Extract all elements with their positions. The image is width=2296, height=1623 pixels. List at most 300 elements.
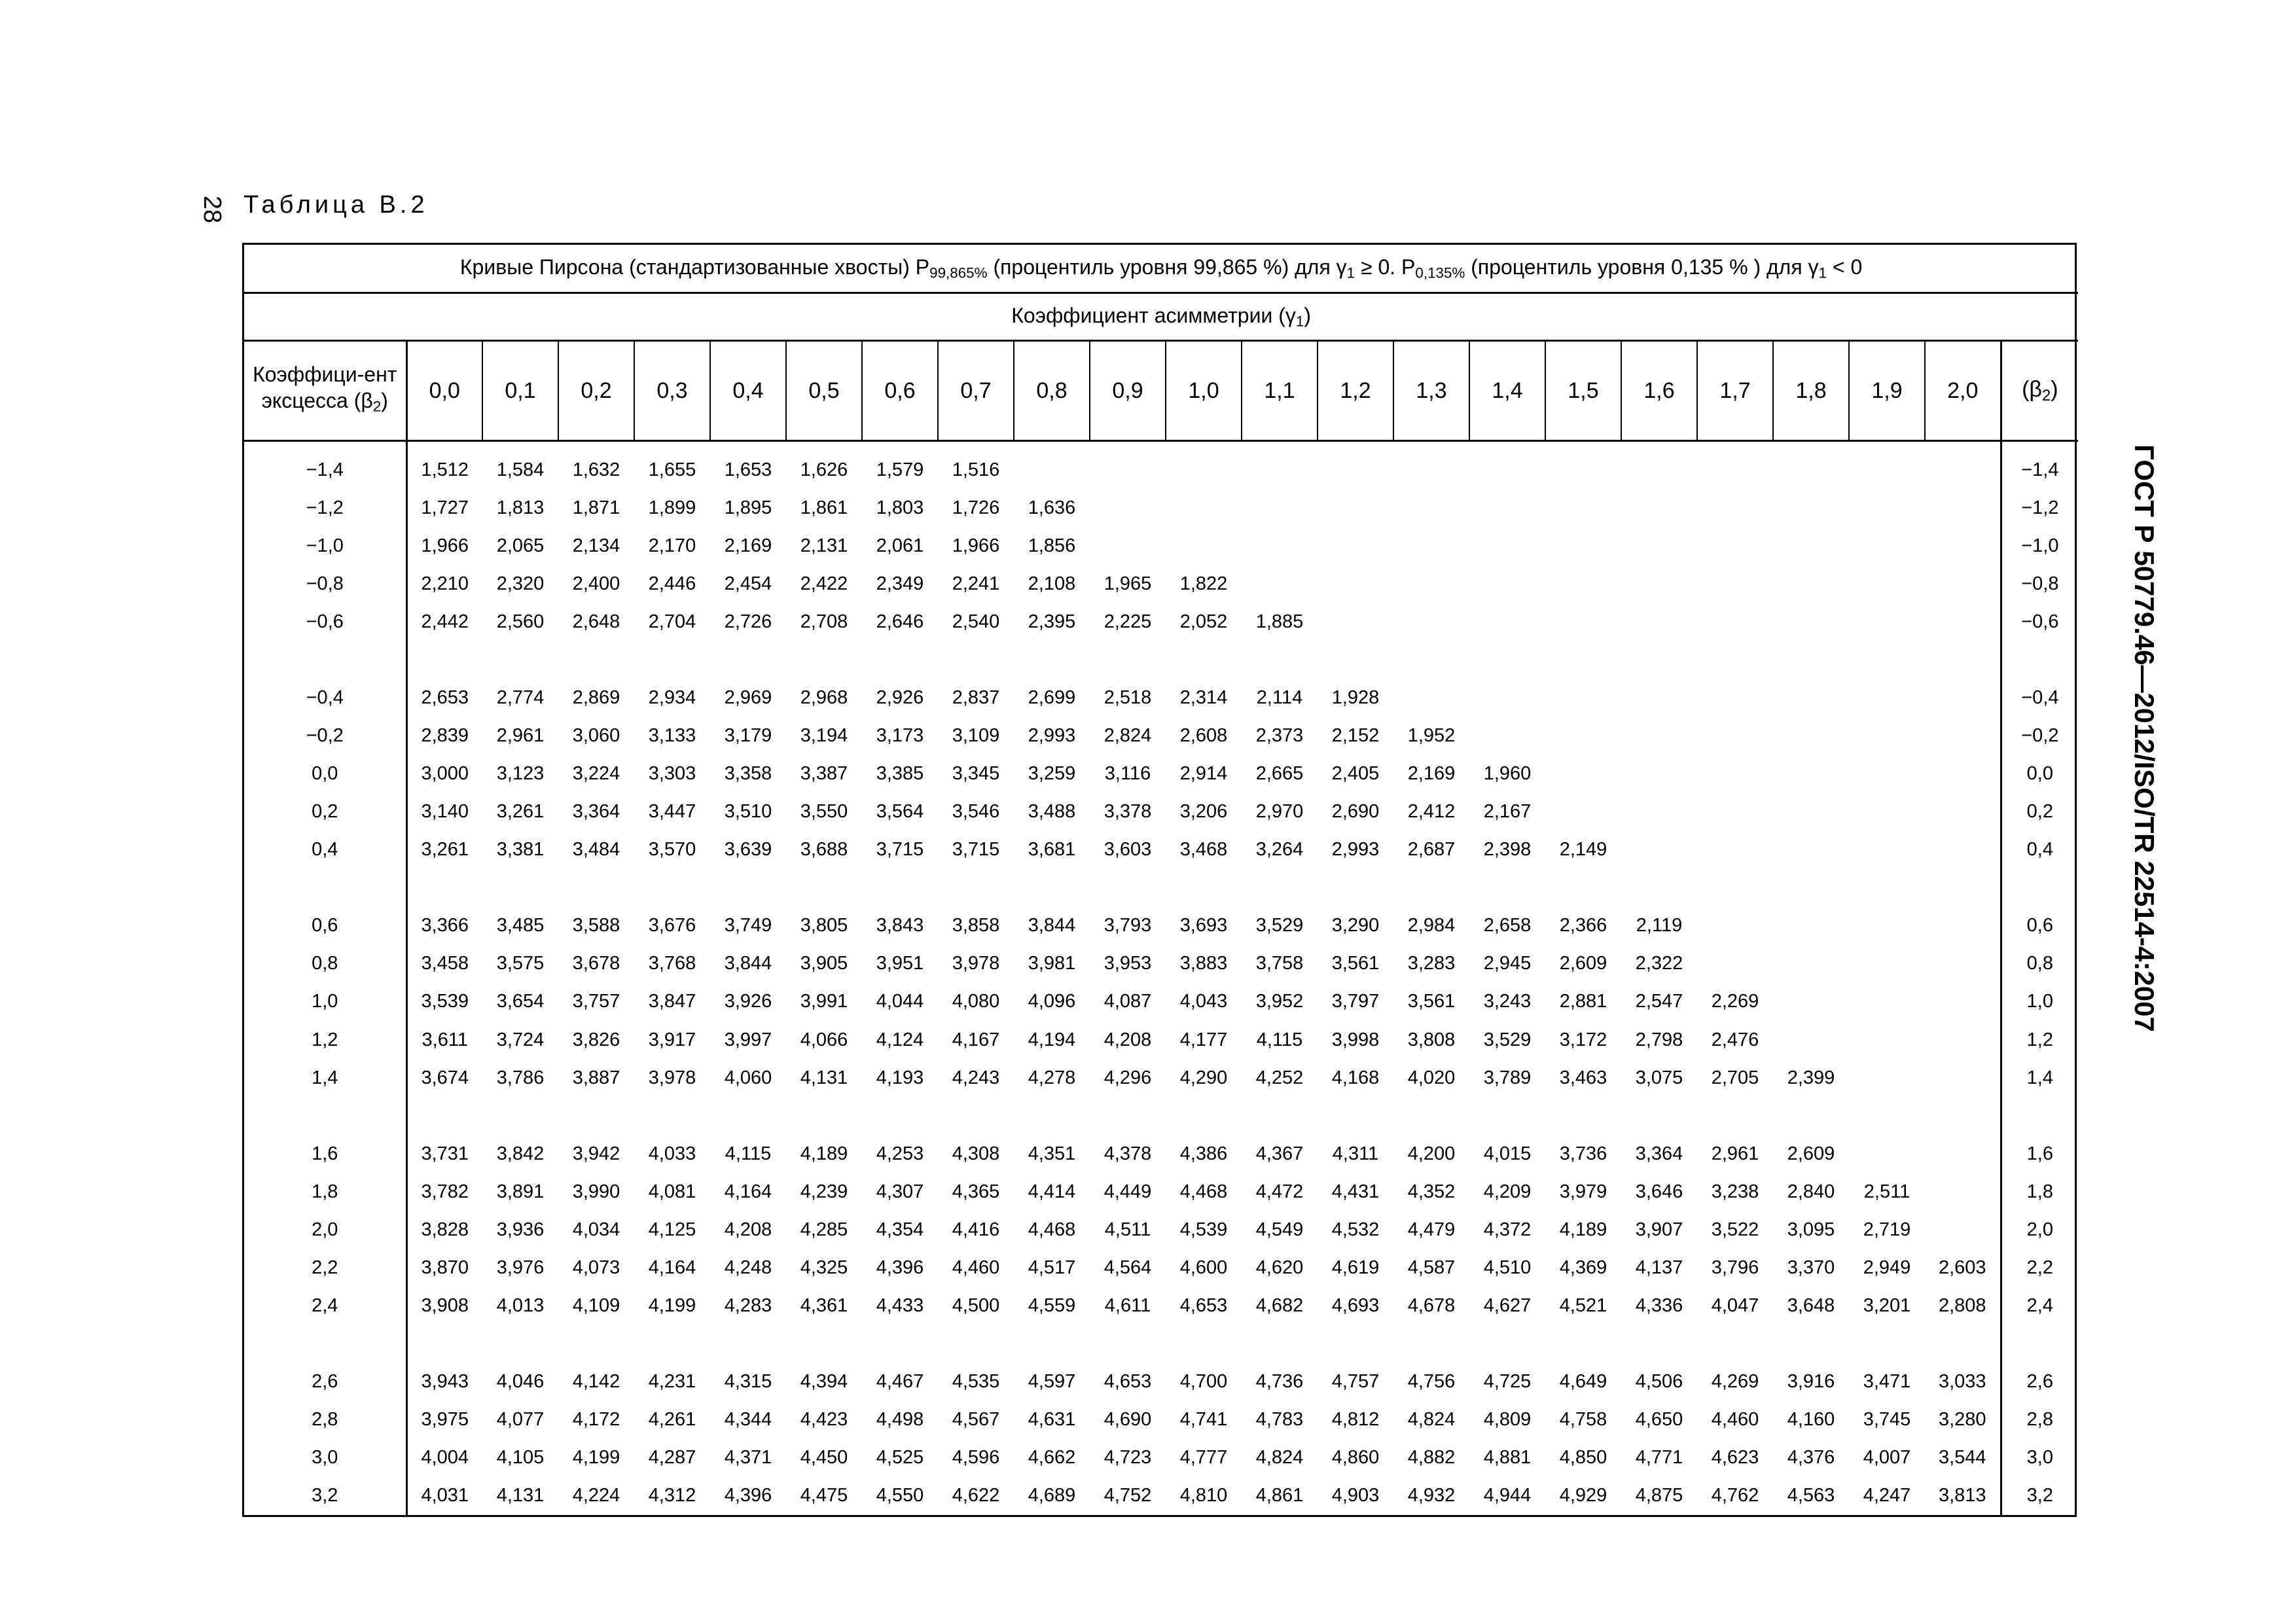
table-cell: 2,968 xyxy=(800,687,848,709)
table-cell: 3,522 xyxy=(1711,1219,1759,1240)
table-cell: 2,269 xyxy=(1711,991,1759,1012)
table-cell: 3,194 xyxy=(800,725,848,747)
table-cell: 4,177 xyxy=(1179,1029,1228,1050)
table-cell: 3,990 xyxy=(572,1181,620,1202)
skewness-column-header: 0,0 xyxy=(406,341,482,441)
kurtosis-value: 3,2 xyxy=(244,1477,406,1515)
table-cell: 3,870 xyxy=(421,1257,469,1278)
kurtosis-value-right: 0,8 xyxy=(2001,945,2078,983)
skewness-header: Коэффициент асимметрии $(\gamma_1)$ xyxy=(244,293,2078,341)
kurtosis-value: 1,6 xyxy=(244,1135,406,1173)
table-cell: 2,881 xyxy=(1559,991,1607,1012)
table-cell xyxy=(1697,717,1773,755)
table-row xyxy=(244,1059,2078,1097)
table-cell xyxy=(1773,441,1849,490)
table-cell: 3,290 xyxy=(1331,915,1380,936)
table-cell: 2,774 xyxy=(496,687,545,709)
table-cell: 4,367 xyxy=(1255,1143,1304,1164)
table-cell: 3,387 xyxy=(800,763,848,785)
table-cell: 2,704 xyxy=(648,611,696,632)
table-cell: 2,322 xyxy=(1635,953,1683,974)
table-cell: 2,609 xyxy=(1559,953,1607,974)
table-cell: 2,993 xyxy=(1028,725,1076,747)
table-cell: 4,812 xyxy=(1331,1408,1380,1430)
table-cell xyxy=(1849,679,1925,717)
table-cell: 2,914 xyxy=(1179,763,1228,785)
skewness-column-header: 1,4 xyxy=(1469,341,1545,441)
table-cell xyxy=(1925,1059,2001,1097)
table-cell: 3,844 xyxy=(1028,915,1076,936)
table-cell: 2,170 xyxy=(648,535,696,556)
table-cell: 1,899 xyxy=(648,497,696,518)
table-cell: 3,458 xyxy=(421,953,469,974)
table-cell: 4,066 xyxy=(800,1029,848,1050)
table-cell: 3,095 xyxy=(1787,1219,1835,1240)
table-cell: 3,381 xyxy=(496,839,545,861)
table-cell: 3,243 xyxy=(1483,991,1532,1012)
table-cell: 4,208 xyxy=(724,1219,772,1240)
table-cell: 4,433 xyxy=(876,1294,924,1316)
table-cell: 4,172 xyxy=(572,1408,620,1430)
kurtosis-value-right: 2,0 xyxy=(2001,1211,2078,1249)
table-cell: 3,736 xyxy=(1559,1143,1607,1164)
table-cell: 4,850 xyxy=(1559,1447,1607,1469)
table-cell: 3,979 xyxy=(1559,1181,1607,1202)
table-cell: 4,047 xyxy=(1711,1294,1759,1316)
table-cell: 3,693 xyxy=(1179,915,1228,936)
table-cell: 3,611 xyxy=(422,1029,468,1050)
table-cell xyxy=(1773,603,1849,641)
table-cell xyxy=(1773,907,1849,945)
table-cell: 2,949 xyxy=(1863,1257,1911,1278)
table-cell: 4,307 xyxy=(876,1181,924,1202)
table-cell: 2,169 xyxy=(724,535,772,556)
table-cell: 4,142 xyxy=(572,1370,620,1392)
table-cell xyxy=(1545,565,1621,603)
table-cell: 4,371 xyxy=(724,1447,772,1469)
table-cell: 3,978 xyxy=(952,953,1000,974)
skewness-column-header: 1,2 xyxy=(1318,341,1393,441)
table-cell xyxy=(1925,717,2001,755)
table-cell: 4,396 xyxy=(724,1485,772,1507)
table-cell: 4,193 xyxy=(876,1067,924,1088)
table-cell: 2,961 xyxy=(1711,1143,1759,1164)
kurtosis-value: 2,2 xyxy=(244,1249,406,1287)
table-cell: 2,547 xyxy=(1635,991,1683,1012)
table-cell: 2,400 xyxy=(572,573,620,594)
table-cell: 4,468 xyxy=(1028,1219,1076,1240)
table-cell xyxy=(1318,489,1393,527)
skewness-column-header: 1,9 xyxy=(1849,341,1925,441)
table-row xyxy=(244,441,2078,490)
skewness-column-header: 2,0 xyxy=(1925,341,2001,441)
kurtosis-value-right: −1,4 xyxy=(2001,441,2078,490)
table-cell: 2,442 xyxy=(421,611,469,632)
table-cell: 4,587 xyxy=(1407,1257,1456,1278)
table-cell: 2,608 xyxy=(1179,725,1228,747)
table-cell xyxy=(1166,441,1242,490)
table-cell: 4,253 xyxy=(876,1143,924,1164)
table-cell xyxy=(1849,983,1925,1021)
table-cell: 4,354 xyxy=(876,1219,924,1240)
table-cell: 1,653 xyxy=(724,459,772,480)
table-cell: 4,124 xyxy=(876,1029,924,1050)
table-cell: 2,798 xyxy=(1635,1029,1683,1050)
table-cell: 4,109 xyxy=(572,1294,620,1316)
kurtosis-value-right: 1,4 xyxy=(2001,1059,2078,1097)
table-cell: 1,966 xyxy=(952,535,1000,556)
table-cell: 4,378 xyxy=(1103,1143,1152,1164)
table-row xyxy=(244,527,2078,565)
table-cell: 2,945 xyxy=(1483,953,1532,974)
table-cell: 2,690 xyxy=(1331,801,1380,823)
table-cell: 2,969 xyxy=(724,687,772,709)
table-cell: 4,431 xyxy=(1331,1181,1380,1202)
table-row xyxy=(244,603,2078,641)
table-cell: 3,364 xyxy=(572,801,620,823)
table-cell xyxy=(1014,441,1090,490)
table-cell: 4,160 xyxy=(1787,1408,1835,1430)
table-cell xyxy=(1773,945,1849,983)
table-cell: 3,891 xyxy=(496,1181,545,1202)
kurtosis-value-right: 0,0 xyxy=(2001,755,2078,793)
table-cell: 3,688 xyxy=(800,839,848,861)
table-cell: 4,312 xyxy=(648,1485,696,1507)
table-cell: 2,373 xyxy=(1255,725,1304,747)
table-cell: 1,512 xyxy=(421,459,469,480)
table-cell: 3,529 xyxy=(1483,1029,1532,1050)
table-cell: 4,060 xyxy=(724,1067,772,1088)
table-cell xyxy=(1545,489,1621,527)
table-cell: 4,662 xyxy=(1028,1447,1076,1469)
table-cell: 4,741 xyxy=(1179,1408,1228,1430)
table-cell: 3,238 xyxy=(1711,1181,1759,1202)
table-cell: 4,311 xyxy=(1332,1143,1379,1164)
table-cell xyxy=(1849,907,1925,945)
table-cell xyxy=(1242,489,1318,527)
kurtosis-value-right: 0,2 xyxy=(2001,793,2078,831)
table-cell: 4,243 xyxy=(952,1067,1000,1088)
kurtosis-value: −1,4 xyxy=(244,441,406,490)
table-cell: 4,105 xyxy=(496,1447,545,1469)
table-cell: 2,454 xyxy=(724,573,772,594)
table-cell: 4,194 xyxy=(1028,1029,1076,1050)
table-cell: 4,596 xyxy=(952,1447,1000,1469)
table-cell xyxy=(1469,717,1545,755)
table-cell xyxy=(1697,755,1773,793)
table-cell: 3,206 xyxy=(1179,801,1228,823)
group-spacer xyxy=(244,641,2078,679)
table-cell: 4,535 xyxy=(952,1370,1000,1392)
table-cell: 3,654 xyxy=(496,991,545,1012)
table-cell: 4,073 xyxy=(572,1257,620,1278)
table-cell: 4,033 xyxy=(648,1143,696,1164)
kurtosis-header-right: $(\beta_2)$ xyxy=(2001,341,2078,441)
kurtosis-value: 1,8 xyxy=(244,1173,406,1211)
table-cell: 4,115 xyxy=(725,1143,772,1164)
skewness-column-header: 0,9 xyxy=(1090,341,1166,441)
table-cell: 3,749 xyxy=(724,915,772,936)
skewness-column-header: 1,0 xyxy=(1166,341,1242,441)
table-cell: 2,446 xyxy=(648,573,696,594)
table-row xyxy=(244,489,2078,527)
table-cell xyxy=(1925,1173,2001,1211)
table-cell: 2,398 xyxy=(1483,839,1532,861)
kurtosis-value: −1,0 xyxy=(244,527,406,565)
table-cell: 4,308 xyxy=(952,1143,1000,1164)
table-cell: 3,758 xyxy=(1255,953,1304,974)
table-cell: 1,516 xyxy=(952,459,1000,480)
table-cell: 4,296 xyxy=(1103,1067,1152,1088)
table-cell: 3,942 xyxy=(572,1143,620,1164)
skewness-column-header: 0,2 xyxy=(558,341,634,441)
table-cell: 4,758 xyxy=(1559,1408,1607,1430)
table-cell xyxy=(1773,755,1849,793)
table-cell: 4,450 xyxy=(800,1447,848,1469)
table-cell: 4,164 xyxy=(648,1257,696,1278)
skewness-column-header: 0,3 xyxy=(634,341,710,441)
table-cell: 1,803 xyxy=(876,497,924,518)
kurtosis-value: 0,4 xyxy=(244,831,406,869)
table-cell: 2,658 xyxy=(1483,915,1532,936)
table-cell xyxy=(1166,527,1242,565)
table-cell xyxy=(1925,1211,2001,1249)
table-cell xyxy=(1697,679,1773,717)
table-cell xyxy=(1545,717,1621,755)
table-cell xyxy=(1545,603,1621,641)
table-cell: 2,648 xyxy=(572,611,620,632)
table-cell: 4,080 xyxy=(952,991,1000,1012)
skewness-column-header: 0,1 xyxy=(482,341,558,441)
table-cell: 3,843 xyxy=(876,915,924,936)
table-cell xyxy=(1773,793,1849,831)
kurtosis-value-right: 1,2 xyxy=(2001,1021,2078,1059)
table-cell xyxy=(1925,907,2001,945)
kurtosis-value-right: 2,6 xyxy=(2001,1363,2078,1400)
table-cell: 4,167 xyxy=(952,1029,1000,1050)
table-cell: 4,810 xyxy=(1179,1485,1228,1507)
table-cell: 3,575 xyxy=(496,953,545,974)
table-row xyxy=(244,793,2078,831)
table-cell: 1,885 xyxy=(1255,611,1304,632)
table-cell: 3,588 xyxy=(572,915,620,936)
table-cell: 3,510 xyxy=(724,801,772,823)
table-cell: 4,164 xyxy=(724,1181,772,1202)
skewness-column-header: 1,3 xyxy=(1393,341,1469,441)
table-cell: 3,224 xyxy=(572,763,620,785)
table-cell: 3,123 xyxy=(496,763,545,785)
table-cell: 4,376 xyxy=(1787,1447,1835,1469)
table-cell: 3,724 xyxy=(496,1029,545,1050)
table-cell xyxy=(1849,489,1925,527)
table-cell: 3,561 xyxy=(1407,991,1456,1012)
table-cell: 3,943 xyxy=(421,1370,469,1392)
table-cell xyxy=(1469,679,1545,717)
table-cell xyxy=(1242,441,1318,490)
table-cell xyxy=(1849,1135,1925,1173)
table-cell: 4,723 xyxy=(1103,1447,1152,1469)
table-cell: 2,131 xyxy=(800,535,848,556)
table-cell: 4,932 xyxy=(1407,1485,1456,1507)
table-cell xyxy=(1849,831,1925,869)
kurtosis-value-right: −0,2 xyxy=(2001,717,2078,755)
table-cell xyxy=(1545,527,1621,565)
skewness-column-header: 1,5 xyxy=(1545,341,1621,441)
table-cell xyxy=(1393,603,1469,641)
table-cell: 4,283 xyxy=(724,1294,772,1316)
table-cell xyxy=(1849,793,1925,831)
table-cell xyxy=(1393,565,1469,603)
table-cell: 2,719 xyxy=(1863,1219,1911,1240)
table-cell: 3,133 xyxy=(648,725,696,747)
kurtosis-value: 0,0 xyxy=(244,755,406,793)
table-cell xyxy=(1318,441,1393,490)
table-cell xyxy=(1925,793,2001,831)
table-cell: 2,395 xyxy=(1028,611,1076,632)
table-cell: 3,488 xyxy=(1028,801,1076,823)
table-cell: 3,172 xyxy=(1559,1029,1607,1050)
table-cell: 4,861 xyxy=(1255,1485,1304,1507)
table-cell: 3,544 xyxy=(1938,1447,1986,1469)
table-row xyxy=(244,1477,2078,1515)
table-cell: 1,813 xyxy=(496,497,545,518)
table-cell: 2,366 xyxy=(1559,915,1607,936)
skewness-column-header: 0,8 xyxy=(1014,341,1090,441)
table-cell: 3,908 xyxy=(421,1294,469,1316)
table-cell xyxy=(1773,1021,1849,1059)
table-cell: 4,479 xyxy=(1407,1219,1456,1240)
table-cell: 2,320 xyxy=(496,573,545,594)
table-cell: 2,687 xyxy=(1407,839,1456,861)
table-cell: 4,521 xyxy=(1559,1294,1607,1316)
skewness-column-header: 0,6 xyxy=(862,341,938,441)
table-cell xyxy=(1925,1135,2001,1173)
table-row xyxy=(244,565,2078,603)
table-cell: 4,511 xyxy=(1104,1219,1151,1240)
table-cell xyxy=(1925,441,2001,490)
table-cell: 2,609 xyxy=(1787,1143,1835,1164)
table-cell: 4,352 xyxy=(1407,1181,1456,1202)
table-cell: 4,460 xyxy=(1711,1408,1759,1430)
table-cell: 2,808 xyxy=(1938,1294,1986,1316)
table-cell: 4,416 xyxy=(952,1219,1000,1240)
table-row xyxy=(244,755,2078,793)
table-cell: 4,199 xyxy=(572,1447,620,1469)
table-cell: 4,189 xyxy=(800,1143,848,1164)
table-cell: 4,693 xyxy=(1331,1294,1380,1316)
table-cell: 4,783 xyxy=(1255,1408,1304,1430)
table-cell: 3,768 xyxy=(648,953,696,974)
table-cell: 1,632 xyxy=(572,459,620,480)
table-cell xyxy=(1242,527,1318,565)
table-cell: 4,771 xyxy=(1635,1447,1683,1469)
table-cell: 3,883 xyxy=(1179,953,1228,974)
table-cell: 2,993 xyxy=(1331,839,1380,861)
table-cell: 3,805 xyxy=(800,915,848,936)
table-cell: 2,108 xyxy=(1028,573,1076,594)
table-cell: 1,871 xyxy=(572,497,620,518)
table-cell: 3,639 xyxy=(724,839,772,861)
table-cell xyxy=(1621,679,1697,717)
table-cell: 4,653 xyxy=(1103,1370,1152,1392)
table-cell: 3,981 xyxy=(1028,953,1076,974)
table-cell: 4,325 xyxy=(800,1257,848,1278)
table-cell: 3,261 xyxy=(496,801,545,823)
table-cell xyxy=(1621,793,1697,831)
table-cell: 4,077 xyxy=(496,1408,545,1430)
table-cell: 4,525 xyxy=(876,1447,924,1469)
table-cell: 1,655 xyxy=(648,459,696,480)
table-cell xyxy=(1697,441,1773,490)
table-cell: 4,756 xyxy=(1407,1370,1456,1392)
table-cell xyxy=(1469,565,1545,603)
skewness-column-header: 0,7 xyxy=(938,341,1014,441)
table-cell: 4,757 xyxy=(1331,1370,1380,1392)
table-cell: 3,715 xyxy=(876,839,924,861)
table-cell: 2,646 xyxy=(876,611,924,632)
table-cell: 2,869 xyxy=(572,687,620,709)
table-row xyxy=(244,1249,2078,1287)
table-cell: 4,231 xyxy=(648,1370,696,1392)
table-cell: 3,953 xyxy=(1103,953,1152,974)
kurtosis-value-right: 2,4 xyxy=(2001,1287,2078,1325)
table-row xyxy=(244,1135,2078,1173)
table-cell: 4,043 xyxy=(1179,991,1228,1012)
table-cell: 4,468 xyxy=(1179,1181,1228,1202)
table-cell xyxy=(1090,489,1166,527)
table-cell: 3,952 xyxy=(1255,991,1304,1012)
table-cell: 4,550 xyxy=(876,1485,924,1507)
table-cell: 3,648 xyxy=(1787,1294,1835,1316)
table-cell: 3,364 xyxy=(1635,1143,1683,1164)
table-cell: 4,860 xyxy=(1331,1447,1380,1469)
table-cell: 4,506 xyxy=(1635,1370,1683,1392)
table-cell: 4,631 xyxy=(1028,1408,1076,1430)
kurtosis-value: −0,8 xyxy=(244,565,406,603)
table-cell: 2,167 xyxy=(1483,801,1532,823)
table-cell xyxy=(1621,527,1697,565)
kurtosis-value: 2,8 xyxy=(244,1400,406,1438)
table-cell xyxy=(1773,679,1849,717)
table-cell xyxy=(1621,755,1697,793)
page-number: 28 xyxy=(198,195,226,224)
table-cell xyxy=(1925,679,2001,717)
table-cell: 2,119 xyxy=(1636,915,1683,936)
table-cell: 4,369 xyxy=(1559,1257,1607,1278)
table-cell xyxy=(1393,679,1469,717)
table-cell xyxy=(1393,489,1469,527)
table-cell xyxy=(1621,441,1697,490)
skewness-column-header: 1,1 xyxy=(1242,341,1318,441)
table-cell: 3,786 xyxy=(496,1067,545,1088)
table-cell xyxy=(1849,565,1925,603)
table-cell xyxy=(1773,565,1849,603)
table-cell: 3,561 xyxy=(1331,953,1380,974)
table-cell: 4,622 xyxy=(952,1485,1000,1507)
table-cell xyxy=(1925,565,2001,603)
table-cell: 4,252 xyxy=(1255,1067,1304,1088)
table-cell xyxy=(1773,489,1849,527)
table-cell xyxy=(1166,489,1242,527)
table-cell xyxy=(1621,603,1697,641)
table-cell: 4,423 xyxy=(800,1408,848,1430)
table-cell xyxy=(1925,831,2001,869)
kurtosis-value-right: 0,4 xyxy=(2001,831,2078,869)
table-cell xyxy=(1849,755,1925,793)
table-cell: 2,349 xyxy=(876,573,924,594)
table-row xyxy=(244,1021,2078,1059)
kurtosis-value-right: −1,2 xyxy=(2001,489,2078,527)
